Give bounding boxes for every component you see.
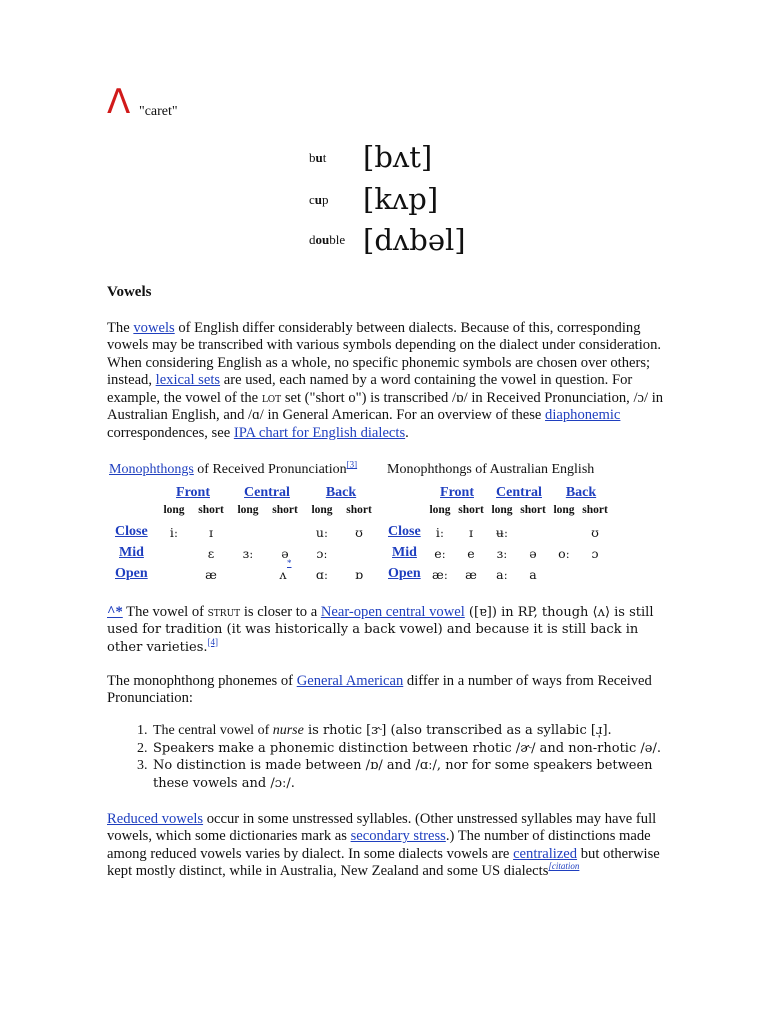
example-ipa-but: [bʌt] — [363, 140, 433, 174]
ref-3[interactable]: [3] — [346, 459, 358, 470]
link-near-open-central-vowel[interactable]: Near-open central vowel — [320, 604, 465, 620]
au-header-back[interactable]: Back — [565, 485, 597, 500]
link-lexical-sets[interactable]: lexical sets — [155, 371, 221, 388]
link-general-american[interactable]: General American — [296, 673, 404, 689]
strut-note-backlink[interactable]: ^* — [107, 604, 123, 620]
caret-name: "caret" — [139, 104, 178, 119]
rp-row-mid[interactable]: Mid — [119, 545, 144, 560]
example-word-double: double — [309, 232, 346, 247]
rp-header-central[interactable]: Central — [244, 485, 290, 500]
au-vowel-cell: iː — [435, 525, 445, 540]
au-vowel-cell: eː — [434, 546, 446, 561]
rp-vowel-cell: ʊ — [355, 525, 363, 540]
rp-vowel-cell: ɔː — [316, 546, 328, 561]
citation-needed-link[interactable]: [citation — [548, 861, 580, 872]
reduced-vowels-paragraph: Reduced vowels occur in some unstressed syllables. (Other unstressed syllables may have full vowels, which some dictionaries mark as secondary stress.) The number of distinctions made among reduced vowels varies by dialect. In some dialects vowels are centralized but otherwise kept mostly distinct, while in Australia, New Zealand and some US dialects$^{[citation}$ — [107, 811, 660, 879]
list-item: 1. The central vowel of nurse is rhotic [ɝ] (also transcribed as a syllabic [ɹ̩]. — [151, 722, 671, 740]
au-table-caption: Monophthongs of Australian English — [387, 462, 595, 477]
caret-symbol: Λ — [107, 82, 131, 122]
rp-subhead: long — [163, 504, 185, 516]
au-vowel-cell: oː — [558, 546, 570, 561]
au-vowel-cell: aː — [496, 567, 508, 582]
rp-subhead: long — [237, 504, 259, 516]
example-ipa-cup: [kʌp] — [363, 182, 439, 216]
list-item: 2. Speakers make a phonemic distinction between rhotic /ɚ/ and non-rhotic /ə/. — [151, 740, 671, 758]
rp-vowel-cell: æ — [205, 567, 217, 582]
au-vowel-cell: æ — [465, 567, 477, 582]
link-centralized[interactable]: centralized — [513, 845, 578, 862]
rp-vowel-cell: ɜː — [242, 546, 254, 561]
rp-row-close[interactable]: Close — [115, 524, 148, 539]
rp-vowel-cell: ɑː — [315, 567, 329, 582]
au-subhead: long — [553, 504, 575, 516]
au-vowel-cell: ɜː — [496, 546, 508, 561]
au-subhead: short — [520, 504, 546, 516]
example-word-cup: cup — [309, 192, 329, 207]
ref-4[interactable]: [4] — [207, 636, 219, 647]
strut-footnote-mark[interactable]: * — [287, 558, 292, 568]
example-word-but: but — [309, 150, 327, 165]
rp-vowel-cell: ɛ — [207, 546, 215, 561]
rp-table-caption: Monophthongs of Received Pronunciation[3] — [109, 459, 358, 477]
general-american-paragraph: The monophthong phonemes of General American differ in a number of ways from Received Pronunciation: — [107, 673, 652, 707]
link-monophthongs[interactable]: Monophthongs — [109, 462, 194, 477]
au-vowel-cell: ʉː — [495, 525, 509, 540]
example-ipa-double: [dʌbəl] — [363, 223, 466, 257]
au-vowel-cell: e — [467, 546, 475, 561]
differences-list — [107, 722, 671, 792]
rp-subhead: long — [311, 504, 333, 516]
au-header-central[interactable]: Central — [496, 485, 542, 500]
rp-vowel-cell: ʌ — [279, 567, 287, 582]
au-vowel-cell: ɔ — [591, 546, 599, 561]
au-vowel-cell: ʊ — [591, 525, 599, 540]
link-vowels[interactable]: vowels — [133, 320, 175, 336]
rp-vowel-cell: ɪ — [209, 525, 213, 540]
rp-header-back[interactable]: Back — [325, 485, 357, 500]
au-subhead: short — [458, 504, 484, 516]
intro-paragraph: The vowels of English differ considerably between dialects. Because of this, corresponding vowels may be transcribed with various symbols depending on the dialect under consideration. When considering English as a whole, no specific phonemic symbols are chosen over others; instead, lexical sets are used, each named by a word containing the vowel in question. For example, the vowel of the lot set ("short o") is transcribed /ɒ/ in Received Pronunciation, /ɔ/ in Australian English, and /ɑ/ in General American. For an overview of these diaphonemic correspondences, see IPA chart for English dialects. — [107, 320, 664, 441]
rp-subhead: short — [198, 504, 224, 516]
au-row-open[interactable]: Open — [388, 566, 421, 581]
rp-row-open[interactable]: Open — [115, 566, 148, 581]
rp-vowel-cell: iː — [169, 525, 179, 540]
au-row-mid[interactable]: Mid — [392, 545, 417, 560]
au-subhead: short — [582, 504, 608, 516]
au-vowel-cell: a — [529, 567, 537, 582]
rp-vowel-cell: uː — [315, 525, 329, 540]
rp-header-front[interactable]: Front — [176, 485, 210, 500]
au-header-front[interactable]: Front — [440, 485, 474, 500]
au-vowel-cell: ɪ — [469, 525, 473, 540]
rp-vowel-cell: ɒ — [354, 567, 364, 582]
link-diaphonemic[interactable]: diaphonemic — [545, 407, 621, 424]
rp-subhead: short — [272, 504, 298, 516]
au-subhead: long — [491, 504, 513, 516]
link-ipa-chart-english-dialects[interactable]: IPA chart for English dialects — [233, 424, 406, 441]
strut-note-paragraph: ^* The vowel of strut is closer to a Near-open central vowel ([ɐ]) in RP, though ⟨ʌ⟩ is still used for tradition (it was historically a back vowel) and because it is still back in other varieties.[4] — [107, 604, 654, 655]
au-vowel-cell: ə — [529, 546, 537, 561]
rp-vowel-cell: ə — [281, 546, 289, 561]
rp-subhead: short — [346, 504, 372, 516]
au-row-close[interactable]: Close — [388, 524, 421, 539]
list-item: 3. No distinction is made between /ɒ/ and /ɑː/, nor for some speakers between these vowels and /ɔː/. — [151, 757, 671, 792]
link-reduced-vowels[interactable]: Reduced vowels — [107, 811, 204, 827]
link-secondary-stress[interactable]: secondary stress — [350, 828, 446, 845]
au-vowel-cell: æː — [432, 567, 448, 582]
au-subhead: long — [429, 504, 451, 516]
section-title-vowels: Vowels — [107, 284, 152, 300]
